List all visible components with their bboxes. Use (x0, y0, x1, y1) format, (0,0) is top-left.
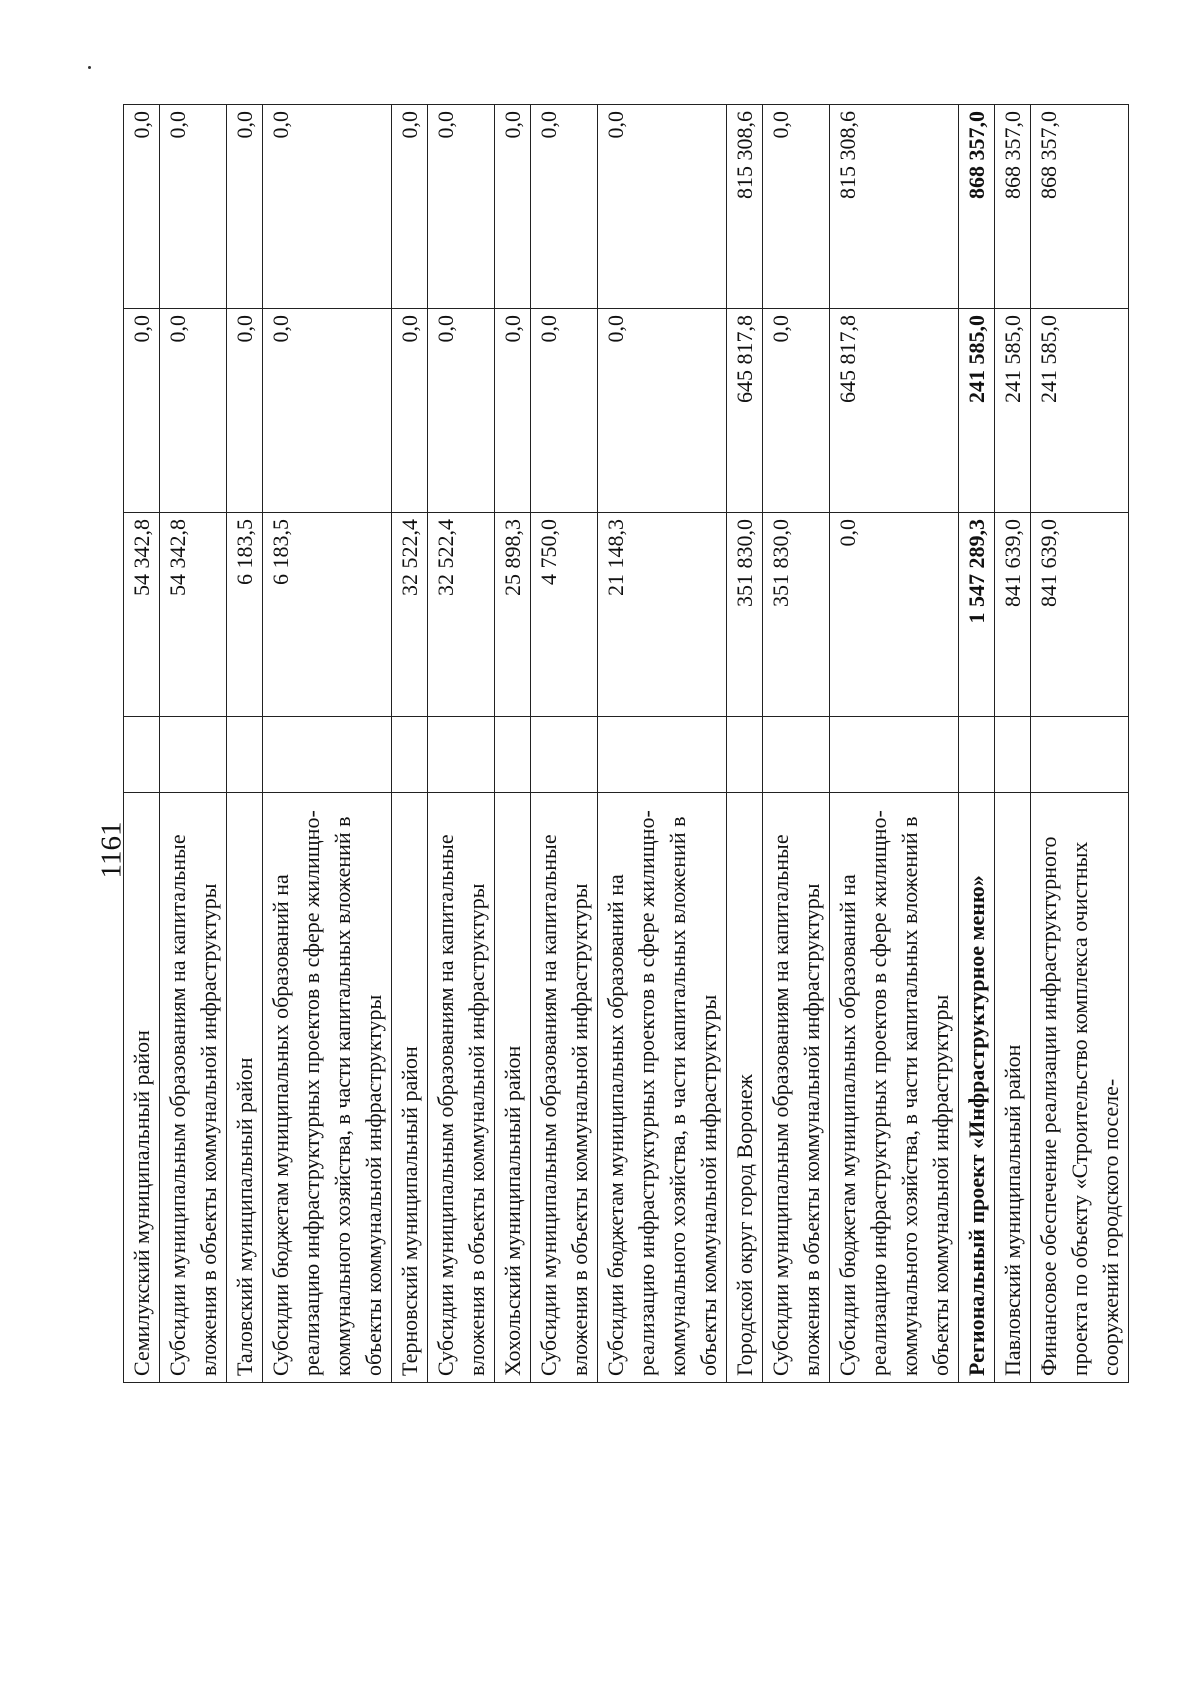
row-code-cell (995, 717, 1031, 793)
row-value-1-cell: 21 148,3 (598, 513, 727, 717)
row-value-3-cell: 0,0 (763, 105, 830, 309)
row-value-1-cell: 841 639,0 (1031, 513, 1129, 717)
table-row (124, 105, 160, 1383)
row-code-cell (124, 717, 160, 793)
table-row (727, 105, 763, 1383)
table-row (1031, 105, 1129, 1383)
row-name-cell: Субсидии муниципальным образованиям на капитальные вложения в объекты коммунальной инфраструктуры (763, 793, 830, 1383)
rotated-table-container (123, 105, 1123, 1383)
table-row (160, 105, 227, 1383)
row-value-3-cell: 0,0 (124, 105, 160, 309)
row-name-cell: Региональный проект «Инфраструктурное меню» (959, 793, 995, 1383)
row-name-cell: Таловский муниципальный район (227, 793, 263, 1383)
row-name-cell: Хохольский муниципальный район (495, 793, 531, 1383)
scan-speck (88, 66, 91, 69)
row-name-cell: Терновский муниципальный район (392, 793, 428, 1383)
row-value-2-cell: 0,0 (531, 309, 598, 513)
row-value-2-cell: 0,0 (495, 309, 531, 513)
row-value-2-cell: 0,0 (263, 309, 392, 513)
row-value-1-cell: 841 639,0 (995, 513, 1031, 717)
row-value-2-cell: 241 585,0 (995, 309, 1031, 513)
row-code-cell (227, 717, 263, 793)
row-value-1-cell: 0,0 (830, 513, 959, 717)
row-code-cell (830, 717, 959, 793)
row-value-2-cell: 0,0 (392, 309, 428, 513)
budget-table (123, 104, 1129, 1383)
table-row (830, 105, 959, 1383)
row-value-1-cell: 32 522,4 (428, 513, 495, 717)
row-code-cell (763, 717, 830, 793)
row-value-2-cell: 645 817,8 (727, 309, 763, 513)
table-row (959, 105, 995, 1383)
row-value-3-cell: 0,0 (598, 105, 727, 309)
row-value-2-cell: 0,0 (598, 309, 727, 513)
row-code-cell (428, 717, 495, 793)
row-code-cell (598, 717, 727, 793)
row-value-2-cell: 0,0 (763, 309, 830, 513)
row-value-1-cell: 54 342,8 (160, 513, 227, 717)
row-value-2-cell: 0,0 (227, 309, 263, 513)
row-value-2-cell: 241 585,0 (959, 309, 995, 513)
row-code-cell (531, 717, 598, 793)
table-row (227, 105, 263, 1383)
table-row (495, 105, 531, 1383)
row-code-cell (959, 717, 995, 793)
row-name-cell: Павловский муниципальный район (995, 793, 1031, 1383)
row-value-3-cell: 0,0 (428, 105, 495, 309)
row-name-cell: Финансовое обеспечение реализации инфраструктурного проекта по объекту «Строительство комплекса очистных сооружений городского поселе- (1031, 793, 1129, 1383)
row-value-3-cell: 815 308,6 (830, 105, 959, 309)
row-code-cell (1031, 717, 1129, 793)
table-row (995, 105, 1031, 1383)
row-name-cell: Субсидии бюджетам муниципальных образований на реализацию инфраструктурных проектов в сфере жилищно-коммунального хозяйства, в части капитальных вложений в объекты коммунальной инфраструктуры (263, 793, 392, 1383)
row-name-cell: Субсидии муниципальным образованиям на капитальные вложения в объекты коммунальной инфраструктуры (428, 793, 495, 1383)
budget-table-body (124, 105, 1129, 1383)
table-row (598, 105, 727, 1383)
row-value-3-cell: 0,0 (160, 105, 227, 309)
row-name-cell: Семилукский муниципальный район (124, 793, 160, 1383)
row-value-1-cell: 32 522,4 (392, 513, 428, 717)
row-value-3-cell: 0,0 (392, 105, 428, 309)
row-value-1-cell: 54 342,8 (124, 513, 160, 717)
row-value-3-cell: 0,0 (531, 105, 598, 309)
table-row (392, 105, 428, 1383)
row-code-cell (495, 717, 531, 793)
row-value-2-cell: 645 817,8 (830, 309, 959, 513)
row-value-2-cell: 0,0 (124, 309, 160, 513)
row-name-cell: Субсидии бюджетам муниципальных образований на реализацию инфраструктурных проектов в сфере жилищно-коммунального хозяйства, в части капитальных вложений в объекты коммунальной инфраструктуры (598, 793, 727, 1383)
table-row (763, 105, 830, 1383)
row-value-3-cell: 815 308,6 (727, 105, 763, 309)
row-value-3-cell: 868 357,0 (995, 105, 1031, 309)
row-value-3-cell: 0,0 (495, 105, 531, 309)
row-value-2-cell: 0,0 (428, 309, 495, 513)
row-value-1-cell: 351 830,0 (727, 513, 763, 717)
row-name-cell: Субсидии муниципальным образованиям на капитальные вложения в объекты коммунальной инфраструктуры (531, 793, 598, 1383)
row-value-3-cell: 0,0 (263, 105, 392, 309)
row-value-1-cell: 6 183,5 (227, 513, 263, 717)
table-row (428, 105, 495, 1383)
page-number: 1161 (95, 821, 128, 879)
row-value-3-cell: 0,0 (227, 105, 263, 309)
row-value-1-cell: 25 898,3 (495, 513, 531, 717)
row-name-cell: Субсидии бюджетам муниципальных образований на реализацию инфраструктурных проектов в сфере жилищно-коммунального хозяйства, в части капитальных вложений в объекты коммунальной инфраструктуры (830, 793, 959, 1383)
row-code-cell (263, 717, 392, 793)
row-code-cell (392, 717, 428, 793)
row-value-1-cell: 4 750,0 (531, 513, 598, 717)
row-value-1-cell: 351 830,0 (763, 513, 830, 717)
row-value-3-cell: 868 357,0 (959, 105, 995, 309)
table-row (531, 105, 598, 1383)
row-name-cell: Городской округ город Воронеж (727, 793, 763, 1383)
row-value-1-cell: 1 547 289,3 (959, 513, 995, 717)
table-row (263, 105, 392, 1383)
row-value-3-cell: 868 357,0 (1031, 105, 1129, 309)
row-value-2-cell: 241 585,0 (1031, 309, 1129, 513)
row-code-cell (727, 717, 763, 793)
row-value-1-cell: 6 183,5 (263, 513, 392, 717)
row-value-2-cell: 0,0 (160, 309, 227, 513)
row-code-cell (160, 717, 227, 793)
row-name-cell: Субсидии муниципальным образованиям на капитальные вложения в объекты коммунальной инфраструктуры (160, 793, 227, 1383)
